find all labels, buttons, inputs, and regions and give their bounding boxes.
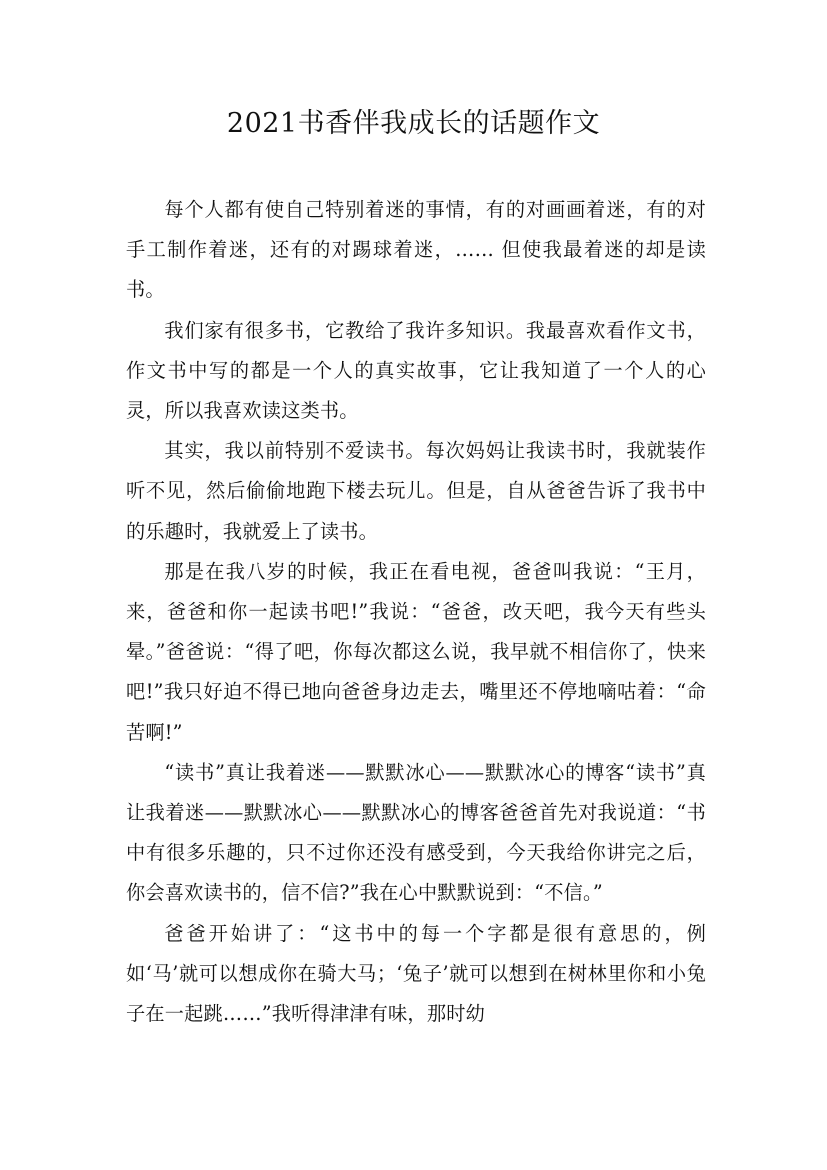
paragraph-6: 爸爸开始讲了：“这书中的每一个字都是很有意思的，例如‘马’就可以想成你在骑大马；‘兔子’就可以想到在树林里你和小兔子在一起跳……”我听得津津有味，那时幼 xyxy=(126,921,706,1026)
paragraph-2: 我们家有很多书，它教给了我许多知识。我最喜欢看作文书，作文书中写的都是一个人的真实故事，它让我知道了一个人的心灵，所以我喜欢读这类书。 xyxy=(126,318,706,423)
paragraph-5: “读书”真让我着迷——默默冰心——默默冰心的博客“读书”真让我着迷——默默冰心——默默冰心的博客爸爸首先对我说道：“书中有很多乐趣的，只不过你还没有感受到，今天我给你讲完之后，你会喜欢读书的，信不信?”我在心中默默说到：“不信。” xyxy=(126,760,706,905)
document-title: 2021书香伴我成长的话题作文 xyxy=(226,108,601,139)
document-body xyxy=(126,190,706,1034)
paragraph-1: 每个人都有使自己特别着迷的事情，有的对画画着迷，有的对手工制作着迷，还有的对踢球着迷，…… 但使我最着迷的却是读书。 xyxy=(126,198,706,302)
paragraph-3: 其实，我以前特别不爱读书。每次妈妈让我读书时，我就装作听不见，然后偷偷地跑下楼去玩儿。但是，自从爸爸告诉了我书中的乐趣时，我就爱上了读书。 xyxy=(126,439,706,543)
paragraph-4: 那是在我八岁的时候，我正在看电视，爸爸叫我说：“王月，来，爸爸和你一起读书吧!”我说：“爸爸，改天吧，我今天有些头晕。”爸爸说：“得了吧，你每次都这么说，我早就不相信你了，快来吧!”我只好迫不得已地向爸爸身边走去，嘴里还不停地嘀咕着：“命苦啊!” xyxy=(126,559,706,744)
